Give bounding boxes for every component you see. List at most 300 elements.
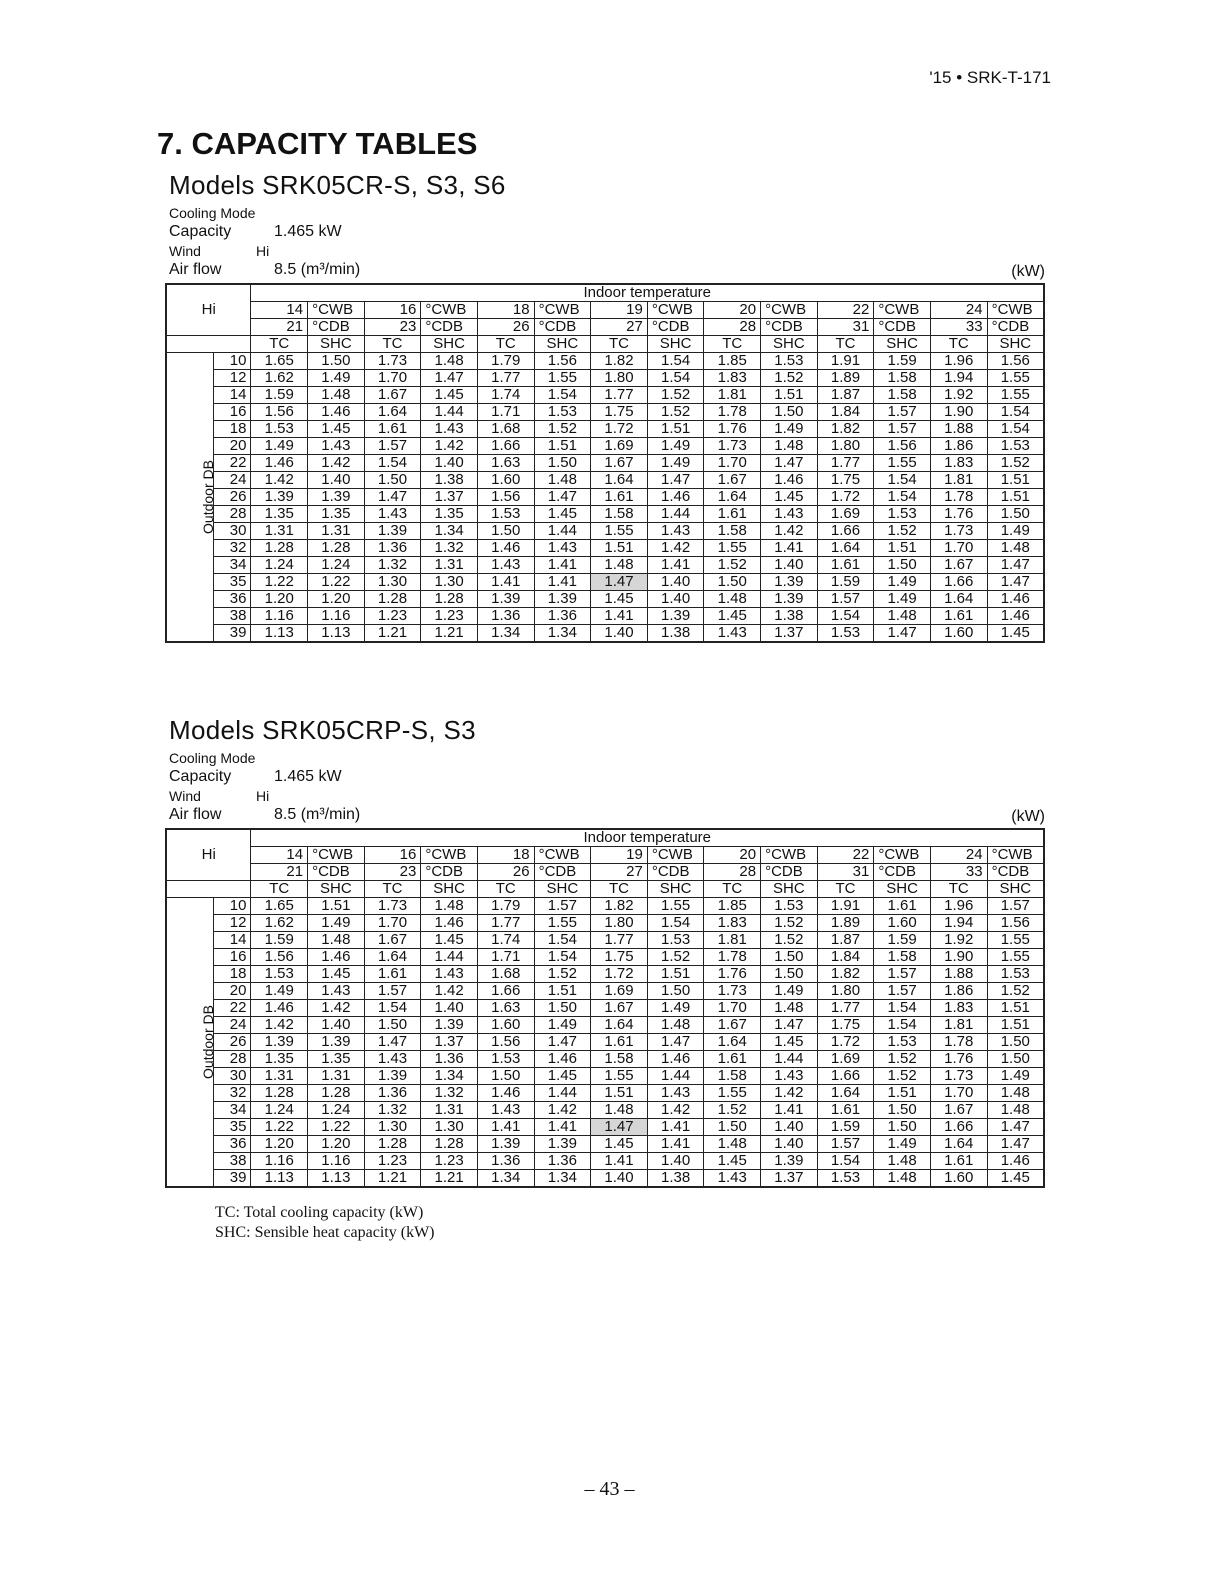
- value-cell: 1.59: [874, 353, 931, 370]
- value-cell: 1.46: [251, 455, 308, 472]
- db-unit: °CDB: [987, 864, 1044, 881]
- value-cell: 1.43: [364, 506, 421, 523]
- value-cell: 1.30: [421, 1119, 478, 1136]
- value-cell: 1.59: [251, 932, 308, 949]
- outdoor-temp-cell: 14: [214, 387, 251, 404]
- airflow-label: Air flow: [169, 806, 222, 823]
- value-cell: 1.69: [591, 438, 648, 455]
- value-cell: 1.51: [874, 1085, 931, 1102]
- value-cell: 1.55: [987, 932, 1044, 949]
- outdoor-temp-cell: 12: [214, 370, 251, 387]
- value-cell: 1.57: [817, 1136, 874, 1153]
- shc-header: SHC: [534, 336, 591, 353]
- value-cell: 1.31: [308, 523, 365, 540]
- value-cell: 1.60: [874, 915, 931, 932]
- value-cell: 1.34: [421, 523, 478, 540]
- outdoor-temp-cell: 18: [214, 966, 251, 983]
- value-cell: 1.53: [987, 438, 1044, 455]
- value-cell: 1.58: [704, 523, 761, 540]
- wb-unit: °CWB: [534, 302, 591, 319]
- table-row: [166, 1170, 1044, 1188]
- value-cell: 1.42: [647, 1102, 704, 1119]
- wb-unit: °CWB: [987, 847, 1044, 864]
- value-cell: 1.23: [421, 1153, 478, 1170]
- value-cell: 1.81: [930, 472, 987, 489]
- value-cell: 1.94: [930, 915, 987, 932]
- value-cell: 1.58: [591, 1051, 648, 1068]
- value-cell: 1.65: [251, 353, 308, 370]
- value-cell: 1.55: [874, 455, 931, 472]
- outdoor-temp-cell: 35: [214, 574, 251, 591]
- value-cell: 1.16: [251, 608, 308, 625]
- value-cell: 1.51: [534, 438, 591, 455]
- table-row: [166, 625, 1044, 643]
- db-value: 23: [364, 319, 421, 336]
- tc-header: TC: [704, 881, 761, 898]
- value-cell: 1.48: [534, 472, 591, 489]
- outdoor-temp-cell: 39: [214, 625, 251, 643]
- value-cell: 1.43: [308, 438, 365, 455]
- value-cell: 1.49: [761, 983, 818, 1000]
- value-cell: 1.90: [930, 949, 987, 966]
- outdoor-temp-cell: 28: [214, 1051, 251, 1068]
- value-cell: 1.50: [874, 557, 931, 574]
- value-cell: 1.53: [761, 353, 818, 370]
- value-cell: 1.61: [704, 506, 761, 523]
- value-cell: 1.54: [817, 608, 874, 625]
- value-cell: 1.46: [647, 489, 704, 506]
- value-cell: 1.44: [647, 506, 704, 523]
- value-cell: 1.86: [930, 438, 987, 455]
- value-cell: 1.13: [308, 1170, 365, 1188]
- capacity-value: 1.465 kW: [274, 768, 342, 785]
- value-cell: 1.69: [817, 1051, 874, 1068]
- shc-header: SHC: [874, 336, 931, 353]
- capacity-value: 1.465 kW: [274, 223, 342, 240]
- value-cell: 1.31: [421, 557, 478, 574]
- value-cell: 1.82: [817, 966, 874, 983]
- db-unit: °CDB: [421, 319, 478, 336]
- value-cell: 1.28: [364, 591, 421, 608]
- outdoor-temp-cell: 24: [214, 1017, 251, 1034]
- value-cell: 1.44: [421, 949, 478, 966]
- value-cell: 1.72: [591, 966, 648, 983]
- value-cell: 1.52: [534, 966, 591, 983]
- value-cell: 1.50: [364, 1017, 421, 1034]
- shc-header: SHC: [421, 881, 478, 898]
- capacity-label: Capacity: [169, 768, 232, 785]
- wb-value: 14: [251, 302, 308, 319]
- value-cell: 1.21: [421, 625, 478, 643]
- outdoor-temp-cell: 10: [214, 353, 251, 370]
- table-row: [166, 949, 1044, 966]
- value-cell: 1.51: [761, 387, 818, 404]
- value-cell: 1.41: [534, 1119, 591, 1136]
- value-cell: 1.46: [987, 608, 1044, 625]
- value-cell: 1.47: [364, 1034, 421, 1051]
- value-cell: 1.61: [817, 1102, 874, 1119]
- value-cell: 1.77: [477, 915, 534, 932]
- value-cell: 1.80: [591, 915, 648, 932]
- value-cell: 1.45: [308, 421, 365, 438]
- wb-unit: °CWB: [874, 302, 931, 319]
- value-cell: 1.78: [704, 949, 761, 966]
- value-cell: 1.90: [930, 404, 987, 421]
- value-cell: 1.49: [251, 438, 308, 455]
- tc-header: TC: [591, 881, 648, 898]
- value-cell: 1.60: [930, 625, 987, 643]
- value-cell: 1.31: [308, 1068, 365, 1085]
- value-cell: 1.51: [647, 421, 704, 438]
- value-cell: 1.24: [308, 1102, 365, 1119]
- value-cell: 1.88: [930, 966, 987, 983]
- value-cell: 1.39: [251, 489, 308, 506]
- model-title: Models SRK05CR-S, S3, S6: [169, 170, 506, 200]
- value-cell: 1.70: [930, 1085, 987, 1102]
- value-cell: 1.47: [421, 370, 478, 387]
- value-cell: 1.46: [987, 591, 1044, 608]
- value-cell: 1.42: [761, 1085, 818, 1102]
- value-cell: 1.51: [308, 898, 365, 915]
- value-cell: 1.35: [421, 506, 478, 523]
- tc-header: TC: [251, 336, 308, 353]
- value-cell: 1.43: [647, 1085, 704, 1102]
- table-row: [166, 608, 1044, 625]
- value-cell: 1.55: [704, 1085, 761, 1102]
- conditions: [165, 205, 1045, 283]
- tc-header: TC: [817, 336, 874, 353]
- value-cell: 1.83: [704, 370, 761, 387]
- value-cell: 1.46: [308, 404, 365, 421]
- outdoor-temp-cell: 14: [214, 932, 251, 949]
- value-cell: 1.64: [817, 1085, 874, 1102]
- outdoor-temp-cell: 20: [214, 983, 251, 1000]
- value-cell: 1.58: [874, 949, 931, 966]
- table-row: [166, 932, 1044, 949]
- db-value: 31: [817, 319, 874, 336]
- value-cell: 1.67: [591, 455, 648, 472]
- value-cell: 1.70: [364, 370, 421, 387]
- value-cell: 1.64: [364, 949, 421, 966]
- value-cell: 1.55: [591, 1068, 648, 1085]
- value-cell: 1.20: [251, 591, 308, 608]
- wb-value: 18: [477, 847, 534, 864]
- db-value: 33: [930, 864, 987, 881]
- value-cell: 1.49: [874, 1136, 931, 1153]
- value-cell: 1.31: [251, 1068, 308, 1085]
- value-cell: 1.37: [421, 489, 478, 506]
- wb-value: 19: [591, 302, 648, 319]
- value-cell: 1.59: [251, 387, 308, 404]
- value-cell: 1.36: [534, 608, 591, 625]
- outdoor-temp-cell: 34: [214, 557, 251, 574]
- value-cell: 1.39: [251, 1034, 308, 1051]
- value-cell: 1.50: [704, 1119, 761, 1136]
- value-cell: 1.52: [647, 404, 704, 421]
- value-cell: 1.64: [704, 489, 761, 506]
- value-cell: 1.45: [534, 506, 591, 523]
- document-reference: '15 • SRK-T-171: [929, 68, 1051, 87]
- value-cell: 1.23: [421, 608, 478, 625]
- value-cell: 1.48: [874, 608, 931, 625]
- value-cell: 1.75: [817, 1017, 874, 1034]
- table-row: [166, 523, 1044, 540]
- value-cell: 1.80: [817, 983, 874, 1000]
- table-row: [166, 540, 1044, 557]
- value-cell: 1.45: [534, 1068, 591, 1085]
- value-cell: 1.40: [591, 625, 648, 643]
- value-cell: 1.54: [364, 455, 421, 472]
- value-cell: 1.82: [591, 898, 648, 915]
- unit-label: (kW): [1011, 263, 1045, 280]
- shc-header: SHC: [534, 881, 591, 898]
- value-cell: 1.22: [308, 1119, 365, 1136]
- value-cell: 1.56: [251, 949, 308, 966]
- outdoor-temp-cell: 12: [214, 915, 251, 932]
- value-cell: 1.34: [534, 1170, 591, 1188]
- value-cell: 1.78: [930, 489, 987, 506]
- value-cell: 1.52: [704, 557, 761, 574]
- shc-header: SHC: [308, 336, 365, 353]
- value-cell: 1.47: [647, 472, 704, 489]
- tc-header: TC: [817, 881, 874, 898]
- value-cell: 1.78: [704, 404, 761, 421]
- value-cell: 1.16: [251, 1153, 308, 1170]
- db-unit: °CDB: [308, 864, 365, 881]
- value-cell: 1.36: [364, 540, 421, 557]
- value-cell: 1.49: [987, 523, 1044, 540]
- value-cell: 1.91: [817, 898, 874, 915]
- value-cell: 1.21: [364, 625, 421, 643]
- value-cell: 1.75: [817, 472, 874, 489]
- value-cell: 1.48: [647, 1017, 704, 1034]
- value-cell: 1.42: [308, 455, 365, 472]
- value-cell: 1.48: [987, 1085, 1044, 1102]
- value-cell: 1.67: [930, 1102, 987, 1119]
- db-unit: °CDB: [421, 864, 478, 881]
- value-cell: 1.52: [647, 949, 704, 966]
- airflow-label: Air flow: [169, 261, 222, 278]
- value-cell: 1.52: [761, 932, 818, 949]
- value-cell: 1.40: [761, 1136, 818, 1153]
- value-cell: 1.41: [477, 574, 534, 591]
- value-cell: 1.89: [817, 915, 874, 932]
- value-cell: 1.55: [704, 540, 761, 557]
- value-cell: 1.41: [534, 557, 591, 574]
- db-value: 28: [704, 319, 761, 336]
- db-unit: °CDB: [308, 319, 365, 336]
- airflow-value: 8.5 (m³/min): [274, 261, 361, 278]
- value-cell: 1.48: [591, 557, 648, 574]
- value-cell: 1.45: [704, 608, 761, 625]
- value-cell: 1.72: [817, 489, 874, 506]
- value-cell: 1.43: [477, 557, 534, 574]
- table-row: [166, 387, 1044, 404]
- shc-header: SHC: [647, 881, 704, 898]
- value-cell: 1.21: [364, 1170, 421, 1188]
- table-row: [166, 353, 1044, 370]
- value-cell: 1.79: [477, 353, 534, 370]
- value-cell: 1.39: [477, 1136, 534, 1153]
- value-cell: 1.45: [421, 387, 478, 404]
- value-cell: 1.47: [647, 1034, 704, 1051]
- value-cell: 1.45: [591, 591, 648, 608]
- value-cell: 1.46: [987, 1153, 1044, 1170]
- value-cell: 1.59: [817, 1119, 874, 1136]
- value-cell: 1.87: [817, 387, 874, 404]
- value-cell: 1.41: [647, 557, 704, 574]
- value-cell: 1.55: [591, 523, 648, 540]
- value-cell: 1.39: [534, 1136, 591, 1153]
- value-cell: 1.55: [534, 370, 591, 387]
- value-cell: 1.49: [647, 1000, 704, 1017]
- value-cell: 1.13: [251, 625, 308, 643]
- value-cell: 1.64: [591, 1017, 648, 1034]
- value-cell: 1.24: [251, 557, 308, 574]
- table-row: [166, 898, 1044, 915]
- value-cell: 1.61: [704, 1051, 761, 1068]
- value-cell: 1.51: [591, 540, 648, 557]
- value-cell: 1.85: [704, 898, 761, 915]
- value-cell: 1.28: [421, 591, 478, 608]
- value-cell: 1.54: [987, 421, 1044, 438]
- value-cell: 1.54: [534, 387, 591, 404]
- value-cell: 1.32: [421, 1085, 478, 1102]
- value-cell: 1.47: [591, 1119, 648, 1136]
- value-cell: 1.46: [308, 949, 365, 966]
- legend-shc: SHC: Sensible heat capacity (kW): [215, 1224, 435, 1241]
- value-cell: 1.40: [421, 1000, 478, 1017]
- value-cell: 1.53: [477, 506, 534, 523]
- legend-tc: TC: Total cooling capacity (kW): [215, 1204, 424, 1221]
- value-cell: 1.50: [534, 1000, 591, 1017]
- value-cell: 1.44: [761, 1051, 818, 1068]
- value-cell: 1.53: [534, 404, 591, 421]
- wb-value: 14: [251, 847, 308, 864]
- value-cell: 1.53: [647, 932, 704, 949]
- value-cell: 1.43: [704, 625, 761, 643]
- value-cell: 1.64: [364, 404, 421, 421]
- legend: [215, 1203, 435, 1243]
- db-value: 21: [251, 864, 308, 881]
- value-cell: 1.80: [591, 370, 648, 387]
- value-cell: 1.48: [704, 1136, 761, 1153]
- shc-header: SHC: [421, 336, 478, 353]
- value-cell: 1.49: [534, 1017, 591, 1034]
- value-cell: 1.52: [761, 915, 818, 932]
- value-cell: 1.67: [364, 932, 421, 949]
- value-cell: 1.48: [761, 438, 818, 455]
- value-cell: 1.58: [874, 387, 931, 404]
- value-cell: 1.40: [647, 574, 704, 591]
- value-cell: 1.57: [874, 983, 931, 1000]
- value-cell: 1.46: [761, 472, 818, 489]
- value-cell: 1.47: [591, 574, 648, 591]
- db-value: 27: [591, 864, 648, 881]
- value-cell: 1.42: [761, 523, 818, 540]
- value-cell: 1.43: [647, 523, 704, 540]
- value-cell: 1.63: [477, 1000, 534, 1017]
- db-unit: °CDB: [761, 319, 818, 336]
- conditions: [165, 750, 1045, 828]
- model-title: Models SRK05CRP-S, S3: [169, 715, 476, 745]
- db-unit: °CDB: [874, 319, 931, 336]
- value-cell: 1.82: [817, 421, 874, 438]
- value-cell: 1.56: [477, 489, 534, 506]
- value-cell: 1.48: [987, 540, 1044, 557]
- value-cell: 1.42: [421, 983, 478, 1000]
- value-cell: 1.56: [477, 1034, 534, 1051]
- table-row: [166, 1051, 1044, 1068]
- value-cell: 1.55: [987, 949, 1044, 966]
- outdoor-temp-cell: 36: [214, 1136, 251, 1153]
- value-cell: 1.42: [308, 1000, 365, 1017]
- value-cell: 1.71: [477, 949, 534, 966]
- db-value: 27: [591, 319, 648, 336]
- capacity-table: [165, 828, 1045, 1188]
- outdoor-temp-cell: 39: [214, 1170, 251, 1188]
- value-cell: 1.50: [761, 966, 818, 983]
- value-cell: 1.81: [930, 1017, 987, 1034]
- value-cell: 1.56: [987, 353, 1044, 370]
- value-cell: 1.57: [987, 898, 1044, 915]
- outdoor-temp-cell: 30: [214, 523, 251, 540]
- value-cell: 1.61: [591, 1034, 648, 1051]
- value-cell: 1.45: [591, 1136, 648, 1153]
- tc-header: TC: [251, 881, 308, 898]
- value-cell: 1.49: [308, 915, 365, 932]
- value-cell: 1.39: [477, 591, 534, 608]
- value-cell: 1.61: [364, 966, 421, 983]
- value-cell: 1.81: [704, 932, 761, 949]
- value-cell: 1.76: [930, 506, 987, 523]
- value-cell: 1.38: [421, 472, 478, 489]
- outdoor-temp-cell: 32: [214, 1085, 251, 1102]
- value-cell: 1.64: [930, 591, 987, 608]
- value-cell: 1.28: [251, 540, 308, 557]
- value-cell: 1.57: [364, 983, 421, 1000]
- value-cell: 1.81: [704, 387, 761, 404]
- outdoor-temp-cell: 22: [214, 1000, 251, 1017]
- capacity-table: [165, 283, 1045, 643]
- value-cell: 1.56: [251, 404, 308, 421]
- value-cell: 1.61: [874, 898, 931, 915]
- value-cell: 1.28: [251, 1085, 308, 1102]
- table-row: [166, 1136, 1044, 1153]
- value-cell: 1.50: [308, 353, 365, 370]
- value-cell: 1.37: [761, 1170, 818, 1188]
- db-value: 33: [930, 319, 987, 336]
- value-cell: 1.61: [364, 421, 421, 438]
- value-cell: 1.38: [647, 625, 704, 643]
- value-cell: 1.52: [874, 1051, 931, 1068]
- value-cell: 1.64: [591, 472, 648, 489]
- mode-label: Cooling Mode: [169, 750, 256, 766]
- value-cell: 1.40: [421, 455, 478, 472]
- value-cell: 1.22: [308, 574, 365, 591]
- value-cell: 1.51: [987, 1017, 1044, 1034]
- value-cell: 1.34: [421, 1068, 478, 1085]
- value-cell: 1.83: [930, 1000, 987, 1017]
- value-cell: 1.66: [477, 438, 534, 455]
- value-cell: 1.66: [817, 523, 874, 540]
- tc-header: TC: [930, 336, 987, 353]
- table-row: [166, 1085, 1044, 1102]
- outdoor-temp-cell: 20: [214, 438, 251, 455]
- outdoor-temp-cell: 32: [214, 540, 251, 557]
- value-cell: 1.54: [874, 489, 931, 506]
- value-cell: 1.94: [930, 370, 987, 387]
